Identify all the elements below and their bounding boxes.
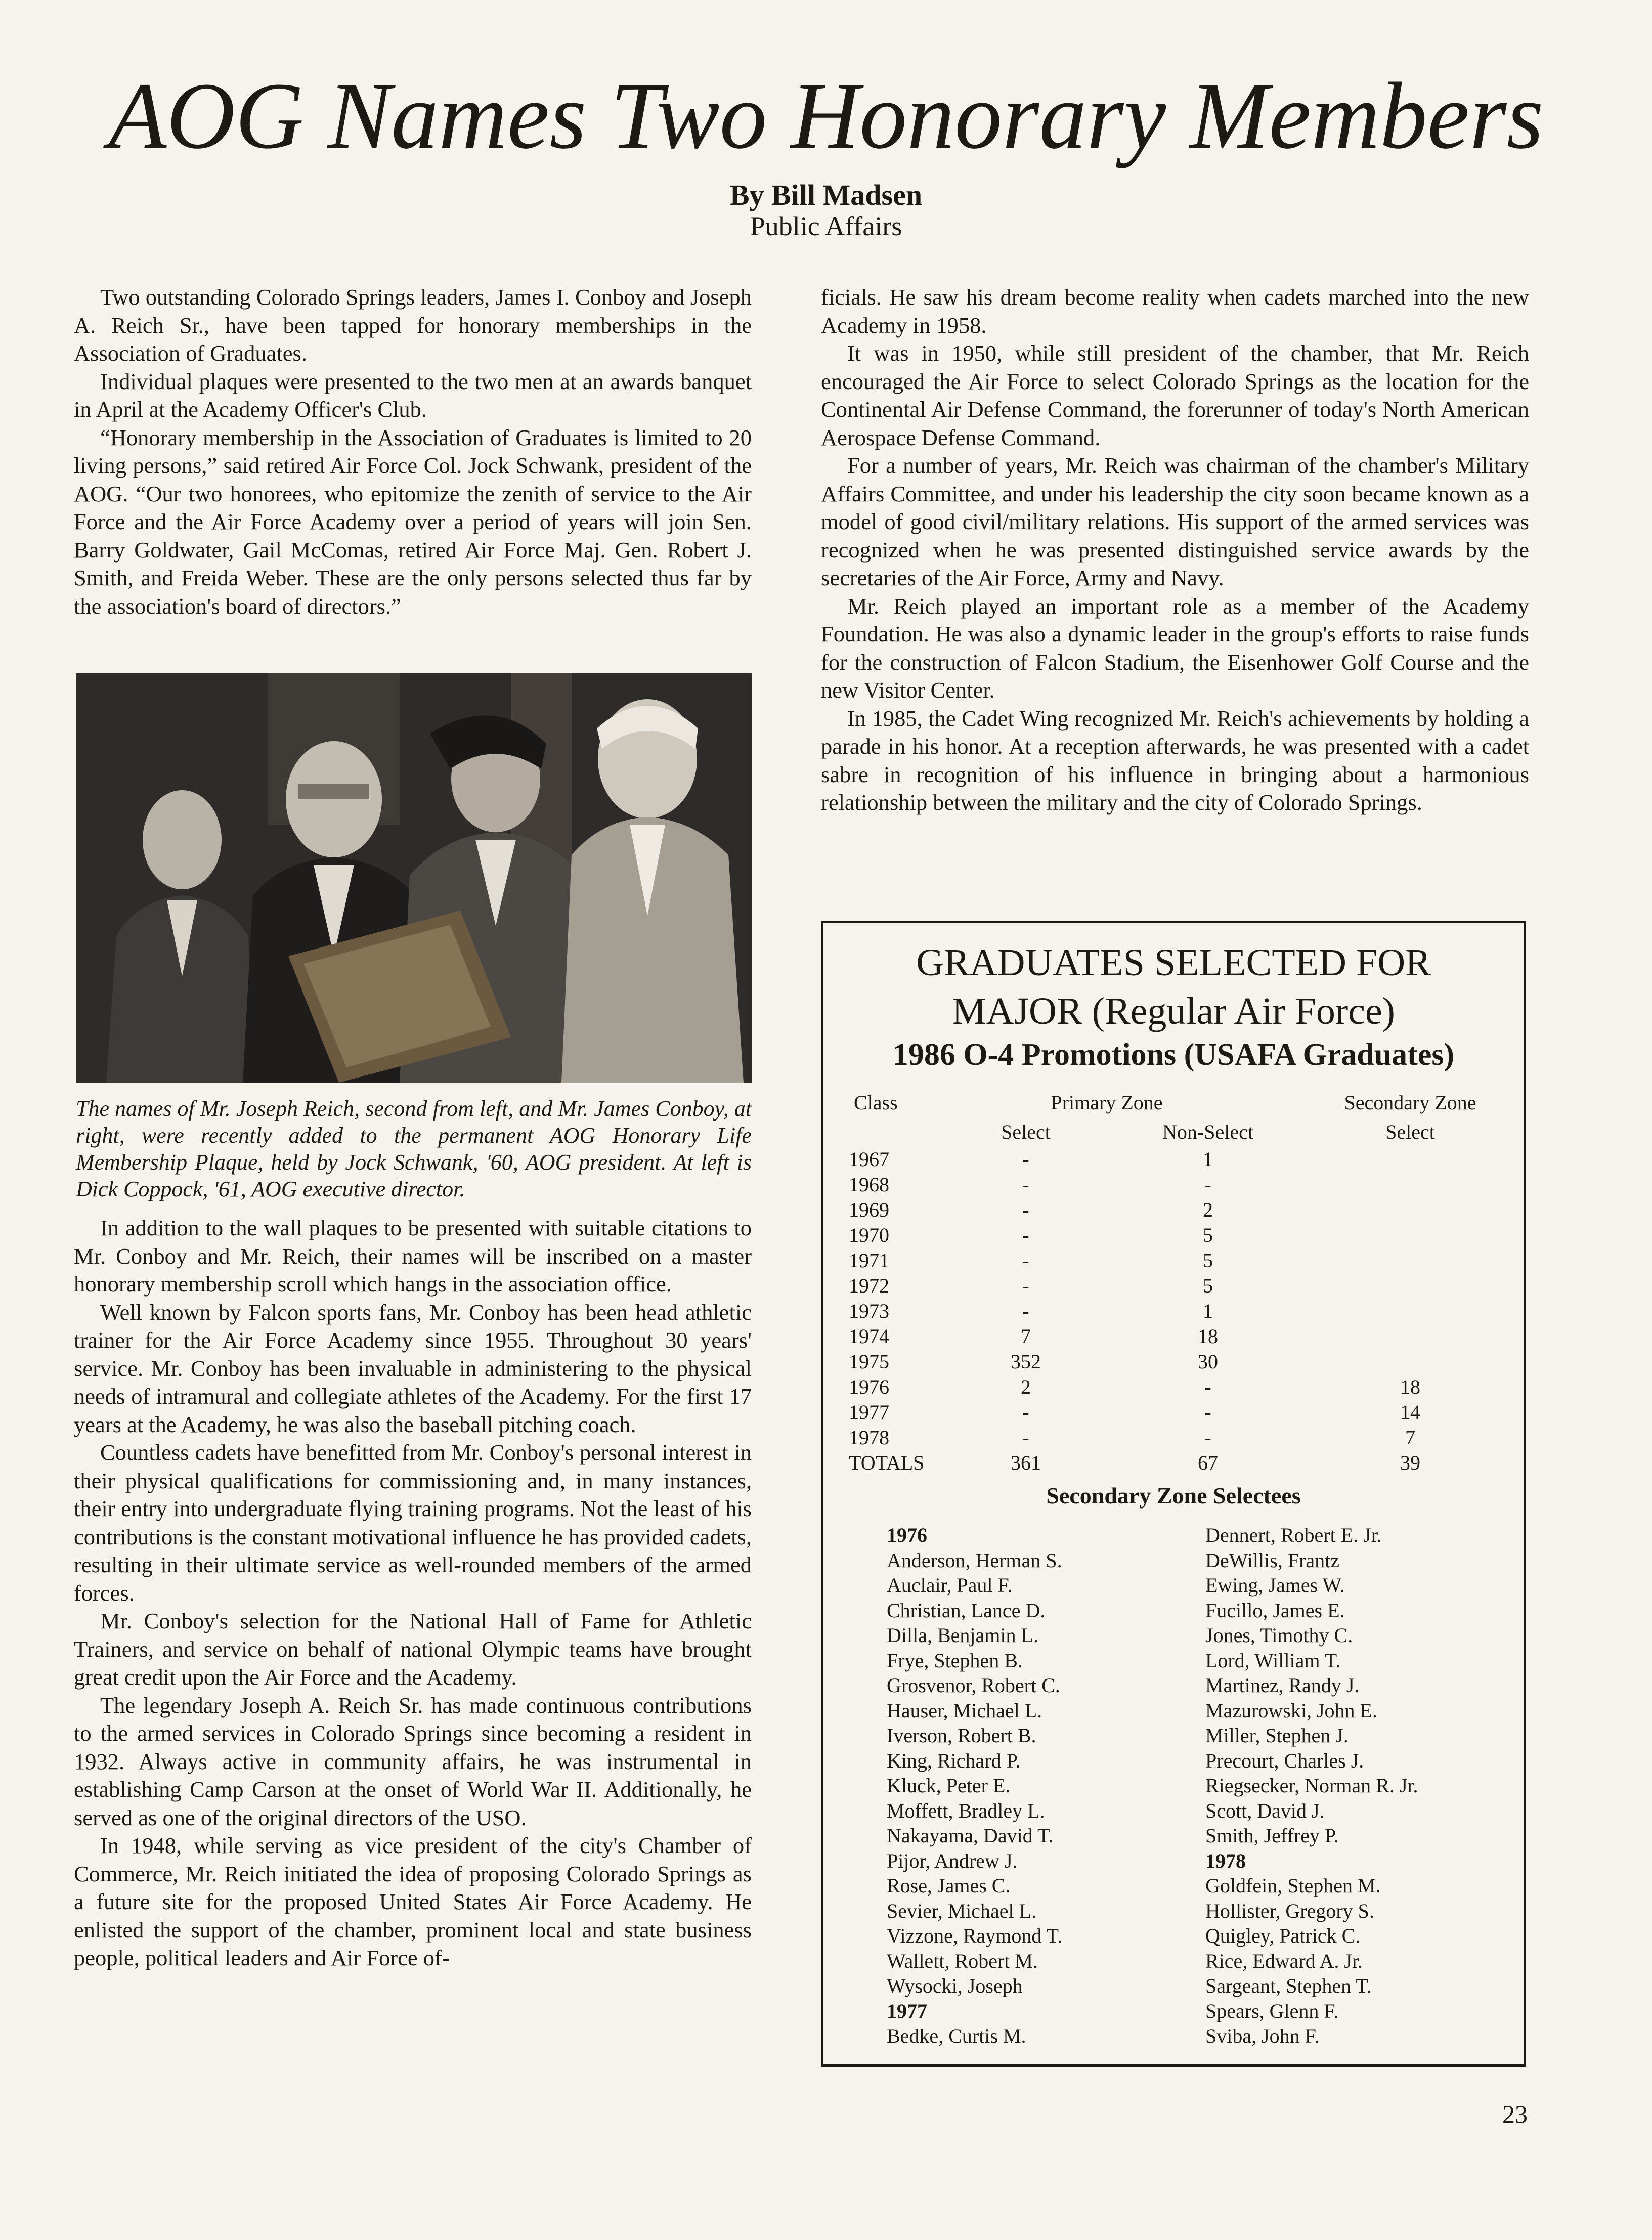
selectee-name: Pijor, Andrew J. [887, 1849, 1018, 1872]
header-class: Class [854, 1091, 898, 1114]
cell-class: TOTALS [849, 1451, 925, 1474]
paragraph: It was in 1950, while still president of the chamber, that Mr. Reich encouraged the Air Force to select Colorado Springs as the location for the Continental Air Defense Command, the forerunner of today's North American Aerospace Defense Command. [821, 340, 1529, 450]
cell-primary-select: 352 [1011, 1350, 1041, 1373]
selectee-name: Precourt, Charles J. [1205, 1749, 1364, 1772]
cell-class: 1977 [849, 1401, 889, 1424]
cell-primary-select: 361 [1011, 1451, 1041, 1474]
selectee-name: Lord, William T. [1205, 1649, 1341, 1672]
honoree-photo [76, 673, 752, 1083]
cell-primary-select: - [1022, 1300, 1029, 1322]
cell-primary-select: - [1022, 1224, 1029, 1246]
selectee-name: Riegsecker, Norman R. Jr. [1205, 1774, 1418, 1797]
cell-secondary-select: 18 [1400, 1375, 1420, 1398]
cell-class: 1975 [849, 1350, 889, 1373]
graduates-selected-sidebar [821, 921, 1526, 2067]
sidebar-heading-line-1: GRADUATES SELECTED FOR [916, 941, 1431, 984]
selectee-name: DeWillis, Frantz [1205, 1548, 1339, 1572]
cell-secondary-select: 14 [1400, 1401, 1420, 1424]
selectee-name: Vizzone, Raymond T. [887, 1924, 1063, 1947]
page-number: 23 [1502, 2100, 1528, 2128]
column-1-top-text [74, 283, 752, 620]
cell-primary-non-select: 5 [1203, 1274, 1213, 1297]
selectee-name: Miller, Stephen J. [1205, 1724, 1349, 1747]
selectee-name: Christian, Lance D. [887, 1599, 1046, 1622]
class-year-heading: 1978 [1205, 1849, 1246, 1872]
selectee-name: Sargeant, Stephen T. [1205, 1974, 1372, 1997]
selectee-name: Moffett, Bradley L. [887, 1799, 1045, 1822]
paragraph: ficials. He saw his dream become reality when cadets marched into the new Academy in 1958. [821, 284, 1529, 338]
cell-primary-select: 2 [1021, 1375, 1031, 1398]
selectee-name: Rice, Edward A. Jr. [1205, 1949, 1363, 1972]
cell-primary-select: - [1022, 1401, 1029, 1424]
cell-class: 1978 [849, 1426, 889, 1449]
selectee-name: Dilla, Benjamin L. [887, 1624, 1038, 1647]
paragraph: “Honorary membership in the Association of Graduates is limited to 20 living persons,” said retired Air Force Col. Jock Schwank, president of the AOG. “Our two honorees, who epitomize the zenith of service to the Air Force and the Air Force Academy over a period of years will join Sen. Barry Goldwater, Gail McComas, retired Air Force Maj. Gen. Robert J. Smith, and Freida Weber. These are the only persons selected thus far by the association's board of directors.” [74, 424, 752, 619]
cell-class: 1973 [849, 1300, 889, 1322]
selectee-name: Martinez, Randy J. [1205, 1674, 1360, 1697]
selectee-name: Kluck, Peter E. [887, 1774, 1011, 1797]
cell-primary-select: - [1022, 1198, 1029, 1221]
cell-class: 1974 [849, 1325, 889, 1348]
selectee-name: Bedke, Curtis M. [887, 2024, 1026, 2047]
selectees-heading: Secondary Zone Selectees [1046, 1483, 1301, 1509]
header-select: Select [1001, 1121, 1051, 1143]
selectee-name: Sevier, Michael L. [887, 1899, 1037, 1922]
cell-class: 1976 [849, 1375, 889, 1398]
cell-primary-select: 7 [1021, 1325, 1031, 1348]
cell-primary-select: - [1022, 1249, 1029, 1272]
selectee-name: Smith, Jeffrey P. [1205, 1824, 1339, 1847]
paragraph: The legendary Joseph A. Reich Sr. has made continuous contributions to the armed services in Colorado Springs since becoming a resident in 1932. Always active in community affairs, he was instrumental in establishing Camp Carson at the onset of World War II. Additionally, he served as one of the original directors of the USO. [74, 1692, 752, 1830]
selectee-name: Dennert, Robert E. Jr. [1205, 1524, 1382, 1546]
selectee-name: Nakayama, David T. [887, 1824, 1054, 1847]
selectee-name: Hollister, Gregory S. [1205, 1899, 1374, 1922]
article-title: AOG Names Two Honorary Members [108, 63, 1544, 168]
cell-primary-select: - [1022, 1274, 1029, 1297]
selectee-name: Grosvenor, Robert C. [887, 1674, 1060, 1697]
byline: By Bill Madsen [729, 179, 923, 211]
selectee-name: Anderson, Herman S. [887, 1548, 1062, 1572]
header-primary-zone: Primary Zone [1051, 1091, 1163, 1114]
cell-primary-non-select: 5 [1203, 1224, 1213, 1246]
paragraph: Mr. Reich played an important role as a member of the Academy Foundation. He was also a dynamic leader in the group's efforts to raise funds for the construction of Falcon Stadium, the Eisenhower Golf Course and the new Visitor Center. [821, 593, 1529, 703]
selectee-name: Auclair, Paul F. [887, 1574, 1013, 1597]
selectee-name: Scott, David J. [1205, 1799, 1325, 1822]
cell-primary-non-select: 1 [1203, 1148, 1213, 1171]
selectee-name: Ewing, James W. [1205, 1574, 1345, 1597]
cell-primary-non-select: 67 [1198, 1451, 1218, 1474]
cell-primary-non-select: - [1204, 1401, 1211, 1424]
selectee-name: Mazurowski, John E. [1205, 1699, 1377, 1722]
sidebar-heading-line-2: MAJOR (Regular Air Force) [952, 990, 1395, 1032]
cell-primary-non-select: 30 [1198, 1350, 1218, 1373]
promotions-table [823, 1090, 1524, 1475]
paragraph: In addition to the wall plaques to be presented with suitable citations to Mr. Conboy and Mr. Reich, their names will be inscribed on a master honorary membership scroll which hangs in the association office. [74, 1215, 752, 1297]
selectee-name: Sviba, John F. [1205, 2024, 1320, 2047]
selectee-name: Iverson, Robert B. [887, 1724, 1036, 1747]
cell-secondary-select: 7 [1405, 1426, 1415, 1449]
cell-primary-non-select: - [1204, 1375, 1211, 1398]
cell-secondary-select: 39 [1400, 1451, 1420, 1474]
paragraph: Individual plaques were presented to the two men at an awards banquet in April at the Academy Officer's Club. [74, 368, 752, 422]
cell-primary-non-select: - [1204, 1426, 1211, 1449]
header-secondary-zone: Secondary Zone [1344, 1091, 1476, 1114]
paragraph: Two outstanding Colorado Springs leaders, James I. Conboy and Joseph A. Reich Sr., have been tapped for honorary memberships in the Association of Graduates. [74, 284, 752, 366]
cell-primary-non-select: 1 [1203, 1300, 1213, 1322]
header-non-select: Non-Select [1162, 1121, 1253, 1143]
cell-primary-non-select: - [1204, 1173, 1211, 1196]
cell-primary-non-select: 2 [1203, 1198, 1213, 1221]
header-secondary-select: Select [1385, 1121, 1435, 1143]
selectee-name: Hauser, Michael L. [887, 1699, 1042, 1722]
cell-primary-select: - [1022, 1173, 1029, 1196]
paragraph: In 1985, the Cadet Wing recognized Mr. Reich's achievements by holding a parade in his honor. At a reception afterwards, he was presented with a cadet sabre in recognition of his influence in bringing about a harmonious relationship between the military and the city of Colorado Springs. [821, 705, 1529, 815]
selectee-name: Jones, Timothy C. [1205, 1624, 1353, 1647]
paragraph: Well known by Falcon sports fans, Mr. Conboy has been head athletic trainer for the Air Force Academy since 1955. Throughout 30 years' service. Mr. Conboy has been invaluable in administering to the physical needs of intramural and collegiate athletes of the Academy. For the first 17 years at the Academy, he was also the baseball pitching coach. [74, 1299, 752, 1437]
class-year-heading: 1976 [887, 1524, 927, 1546]
column-2-text [821, 283, 1529, 817]
sidebar-heading [823, 938, 1524, 1036]
selectee-name: King, Richard P. [887, 1749, 1021, 1772]
column-1-bottom-text [74, 1214, 752, 1972]
paragraph: Mr. Conboy's selection for the National Hall of Fame for Athletic Trainers, and service on behalf of national Olympic teams have brought great credit upon the Air Force and the Academy. [74, 1608, 752, 1690]
selectee-name: Spears, Glenn F. [1205, 1999, 1339, 2022]
cell-class: 1969 [849, 1198, 889, 1221]
class-year-heading: 1977 [887, 1999, 927, 2022]
selectee-name: Wallett, Robert M. [887, 1949, 1038, 1972]
cell-class: 1971 [849, 1249, 889, 1272]
selectees-list-right [1205, 1523, 1418, 2049]
cell-class: 1970 [849, 1224, 889, 1246]
cell-primary-select: - [1022, 1148, 1029, 1171]
cell-primary-select: - [1022, 1426, 1029, 1449]
cell-class: 1968 [849, 1173, 889, 1196]
paragraph: Countless cadets have benefitted from Mr. Conboy's personal interest in their physical qualifications for commissioning and, in many instances, their entry into undergraduate flying training programs. Not the least of his contributions is the constant motivational influence he has provided cadets, resulting in their ultimate service as well-rounded members of the armed forces. [74, 1440, 752, 1606]
selectee-name: Quigley, Patrick C. [1205, 1924, 1361, 1947]
paragraph: In 1948, while serving as vice president of the city's Chamber of Commerce, Mr. Reich initiated the idea of proposing Colorado Springs as a future site for the proposed United States Air Force Academy. He enlisted the support of the chamber, prominent local and state business people, political leaders and Air Force of- [74, 1833, 752, 1970]
cell-primary-non-select: 18 [1198, 1325, 1218, 1348]
selectee-name: Rose, James C. [887, 1874, 1011, 1897]
cell-class: 1972 [849, 1274, 889, 1297]
cell-primary-non-select: 5 [1203, 1249, 1213, 1272]
selectee-name: Frye, Stephen B. [887, 1649, 1023, 1672]
selectee-name: Goldfein, Stephen M. [1205, 1874, 1381, 1897]
selectees-list-left [887, 1523, 1062, 2049]
byline-department: Public Affairs [750, 211, 902, 241]
cell-class: 1967 [849, 1148, 889, 1171]
sidebar-subheading: 1986 O-4 Promotions (USAFA Graduates) [892, 1038, 1455, 1072]
paragraph: For a number of years, Mr. Reich was chairman of the chamber's Military Affairs Committee, and under his leadership the city soon became known as a model of good civil/military relations. His support of the armed services was recognized when he was presented distinguished service awards by the secretaries of the Air Force, Army and Navy. [821, 453, 1529, 590]
selectee-name: Wysocki, Joseph [887, 1974, 1023, 1997]
selectee-name: Fucillo, James E. [1205, 1599, 1345, 1622]
photo-caption: The names of Mr. Joseph Reich, second from left, and Mr. James Conboy, at right, were recently added to the permanent AOG Honorary Life Membership Plaque, held by Jock Schwank, '60, AOG president. At left is Dick Coppock, '61, AOG executive director. [76, 1096, 752, 1201]
